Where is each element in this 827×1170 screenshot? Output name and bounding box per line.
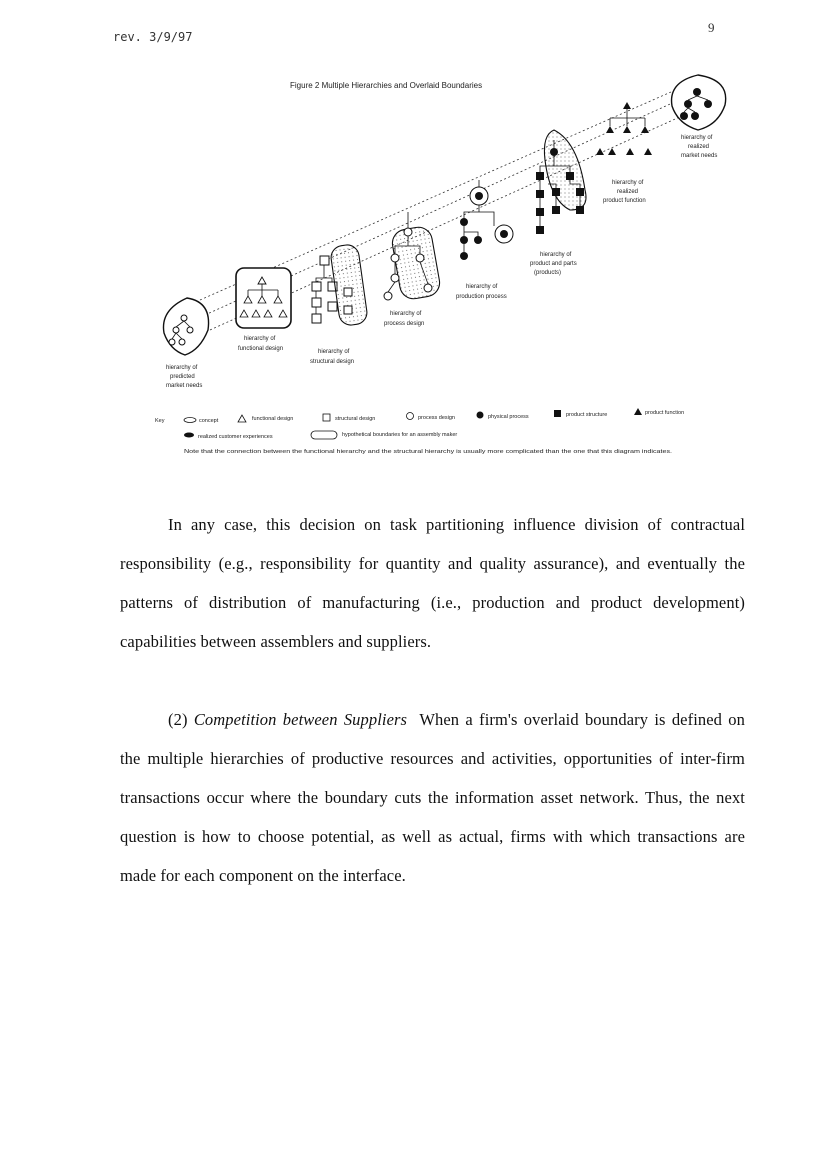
market-needs-shield [163,298,208,355]
figure-title: Figure 2 Multiple Hierarchies and Overlaid Boundaries [290,81,483,90]
svg-text:realized customer experiences: realized customer experiences [198,434,273,440]
label-product-parts [530,252,577,276]
svg-text:hierarchy of: hierarchy of [244,336,276,342]
svg-text:functional design: functional design [252,416,294,422]
svg-text:process design: process design [418,415,455,421]
functional-design-box [236,268,291,328]
label-market-needs [166,365,202,389]
svg-text:realized: realized [617,189,639,195]
svg-text:concept: concept [199,418,219,424]
svg-text:physical process: physical process [488,414,529,420]
paragraph-task-partitioning: In any case, this decision on task partitioning influence division of contractual responsibility (e.g., responsibility for quantity and quality assurance), and eventually the patterns of distribution of manufacturing (i.e., production and product development) capabilities between assemblers and suppliers. [120,515,745,651]
svg-text:product and parts: product and parts [530,261,577,267]
label-realized-needs [681,135,717,159]
svg-text:functional design: functional design [238,346,284,352]
svg-text:hierarchy of: hierarchy of [466,284,498,290]
svg-text:hierarchy of: hierarchy of [166,365,198,371]
section-text: When a firm's overlaid boundary is defined on the multiple hierarchies of productive resources and activities, opportunities of inter-firm transactions occur where the boundary cuts the information asset network. Thus, the next question is how to choose potential, as well as actual, firms with which transactions are made for each component on the interface. [120,710,745,885]
section-heading: Competition between Suppliers [193,710,408,729]
product-function-tree [596,102,652,155]
paragraph-competition-between-suppliers [120,700,745,895]
svg-text:production process: production process [456,294,507,300]
svg-text:structural design: structural design [310,359,355,365]
svg-text:market needs: market needs [681,153,718,159]
svg-text:hierarchy of: hierarchy of [681,135,713,141]
svg-text:hierarchy of: hierarchy of [540,252,572,258]
page-number: 9 [708,20,715,35]
svg-text:predicted: predicted [170,374,195,380]
svg-text:hierarchy of: hierarchy of [318,349,350,355]
label-product-function [603,180,646,204]
svg-text:Key: Key [155,418,165,424]
svg-text:process design: process design [384,321,425,327]
svg-text:realized: realized [688,144,710,150]
section-number: (2) [168,710,188,729]
production-process-tree [460,180,513,260]
figure-key [155,408,684,455]
label-structural-design [310,349,354,365]
svg-text:hierarchy of: hierarchy of [390,311,422,317]
svg-text:hierarchy of: hierarchy of [612,180,644,186]
svg-text:product structure: product structure [566,412,608,418]
revision-date: rev. 3/9/97 [113,30,193,44]
figure-diagram [0,0,827,480]
svg-text:hypothetical boundaries for an: hypothetical boundaries for an assembly maker [342,432,458,438]
realized-needs-shield [672,75,726,130]
figure-note: Note that the connection between the functional hierarchy and the structural hierarchy is usually more complicated than the one that this diagram indicates. [184,449,673,455]
svg-text:market needs: market needs [166,383,203,389]
process-design-tree [384,212,442,301]
svg-text:product function: product function [645,410,685,416]
svg-text:product function: product function [603,198,646,204]
svg-text:structural design: structural design [335,416,376,422]
label-process-design [384,311,424,327]
svg-text:(products): (products) [534,270,562,276]
label-functional-design [238,336,283,352]
structural-design-tree [312,243,368,326]
label-production-process [456,284,507,300]
